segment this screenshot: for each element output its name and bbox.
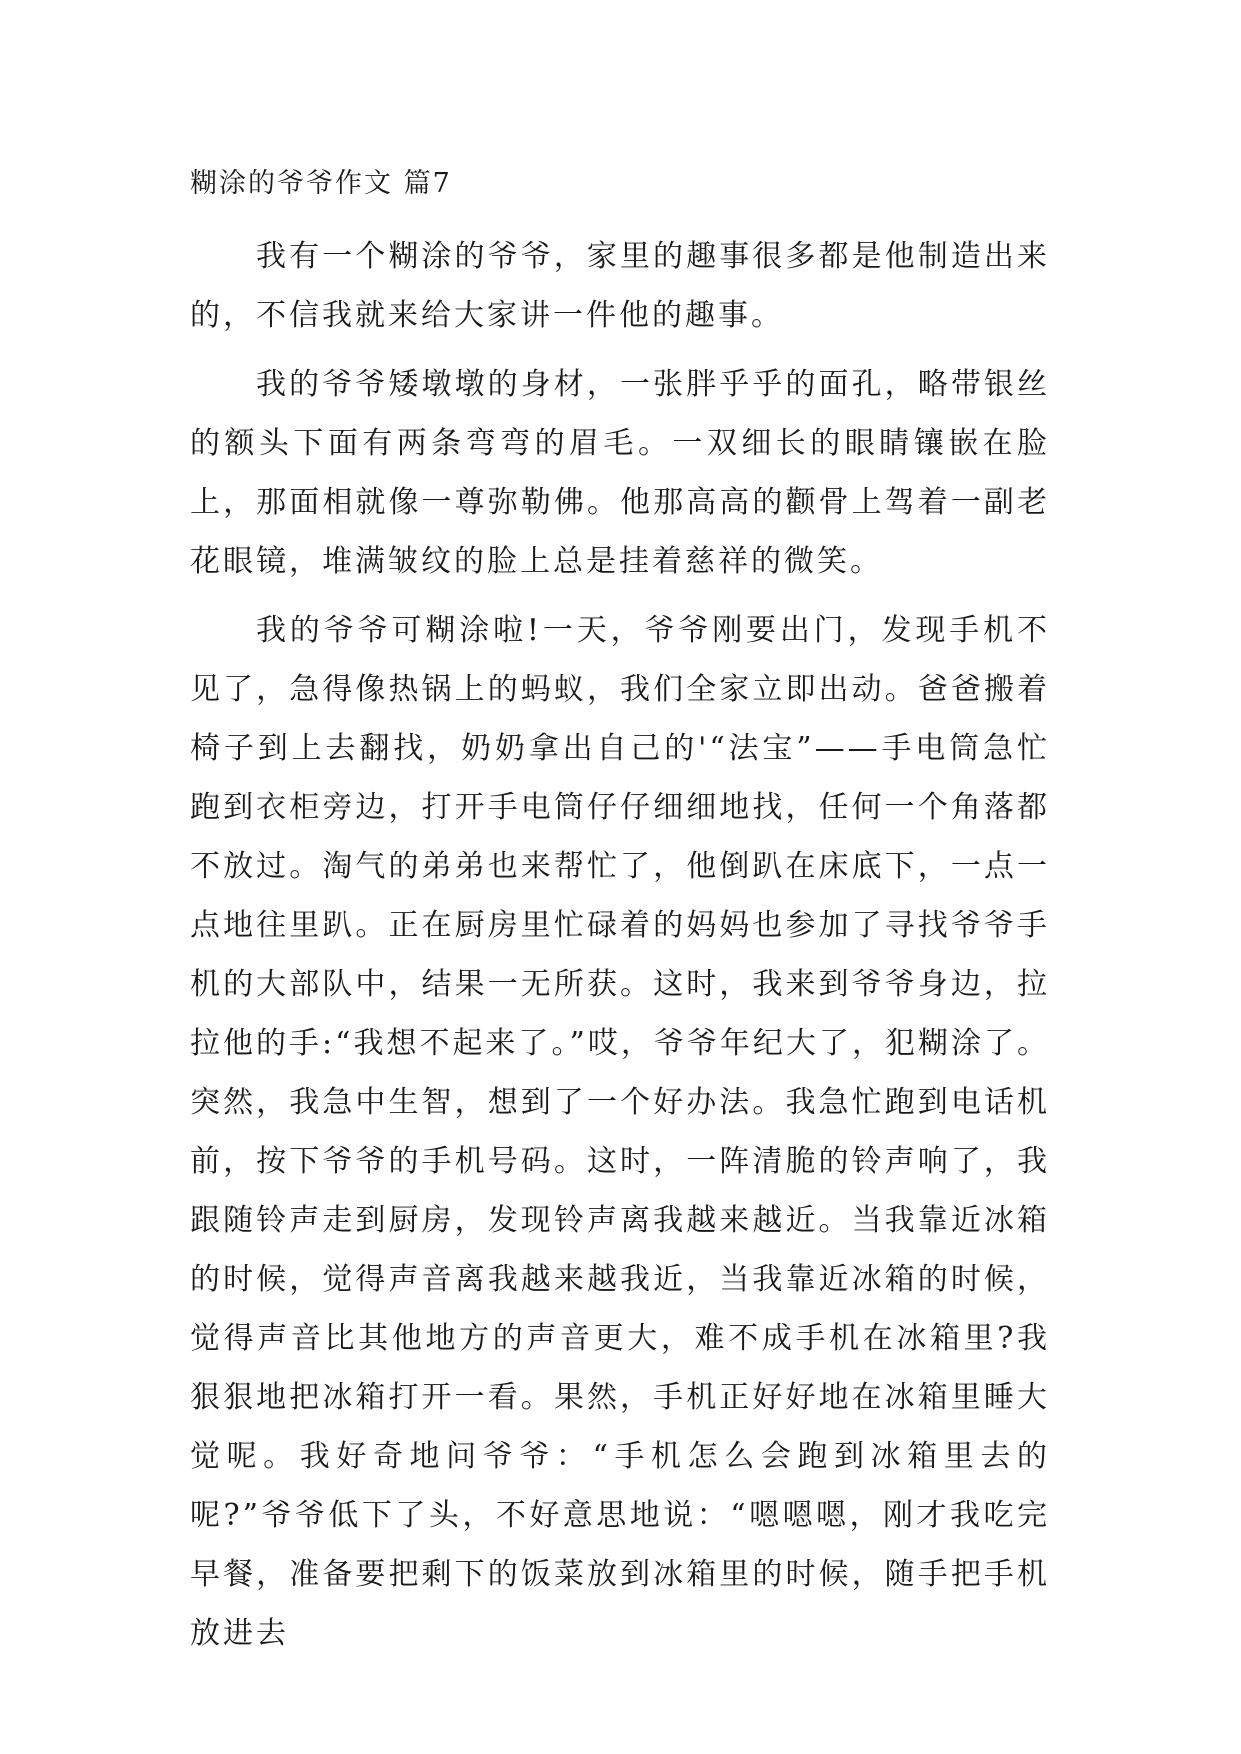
paragraph-2: 我的爷爷矮墩墩的身材，一张胖乎乎的面孔，略带银丝的额头下面有两条弯弯的眉毛。一双细长的眼睛镶嵌在脸上，那面相就像一尊弥勒佛。他那高高的颧骨上驾着一副老花眼镜，堆满皱纹的脸上总是挂着慈祥的微笑。 xyxy=(190,367,1050,579)
paragraph-3: 我的爷爷可糊涂啦!一天，爷爷刚要出门，发现手机不见了，急得像热锅上的蚂蚁，我们全家立即出动。爸爸搬着椅子到上去翻找，奶奶拿出自己的'“法宝”——手电筒急忙跑到衣柜旁边，打开手电筒仔仔细细地找，任何一个角落都不放过。淘气的弟弟也来帮忙了，他倒趴在床底下，一点一点地往里趴。正在厨房里忙碌着的妈妈也参加了寻找爷爷手机的大部队中，结果一无所获。这时，我来到爷爷身边，拉拉他的手:“我想不起来了。”哎，爷爷年纪大了，犯糊涂了。突然，我急中生智，想到了一个好办法。我急忙跑到电话机前，按下爷爷的手机号码。这时，一阵清脆的铃声响了，我跟随铃声走到厨房，发现铃声离我越来越近。当我靠近冰箱的时候，觉得声音离我越来越我近，当我靠近冰箱的时候，觉得声音比其他地方的声音更大，难不成手机在冰箱里?我狠狠地把冰箱打开一看。果然，手机正好好地在冰箱里睡大觉呢。我好奇地问爷爷：“手机怎么会跑到冰箱里去的呢?”爷爷低下了头，不好意思地说：“嗯嗯嗯，刚才我吃完早餐，准备要把剩下的饭菜放到冰箱里的时候，随手把手机放进去 xyxy=(190,613,1050,1651)
paragraph-1: 我有一个糊涂的爷爷，家里的趣事很多都是他制造出来的，不信我就来给大家讲一件他的趣事。 xyxy=(190,239,1050,333)
document-title: 糊涂的爷爷作文 篇7 xyxy=(190,168,452,199)
document-body xyxy=(190,227,1050,1673)
